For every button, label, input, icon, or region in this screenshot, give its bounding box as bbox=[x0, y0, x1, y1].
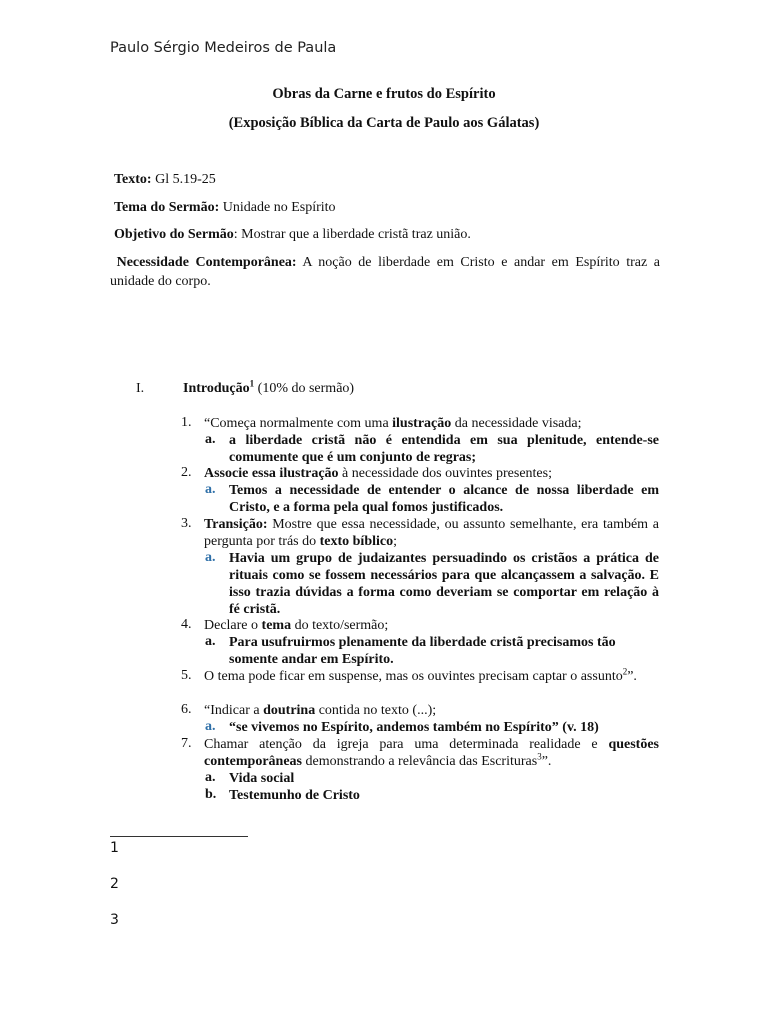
sub-letter-4a: a. bbox=[205, 634, 216, 649]
list-item-3-bold: Transição: bbox=[204, 517, 268, 532]
list-item-1-bold: ilustração bbox=[392, 416, 452, 431]
field-necessidade bbox=[110, 253, 660, 291]
list-item-7-text: Chamar atenção da igreja para uma determinada realidade e bbox=[204, 737, 609, 752]
list-item-3 bbox=[204, 516, 659, 550]
list-item-7-bold: questões contemporâneas bbox=[204, 737, 659, 769]
footnote-ref-2: 2 bbox=[622, 666, 628, 677]
sub-item-4a: Para usufruirmos plenamente da liberdade cristã precisamos tão somente andar em Espírito. bbox=[229, 635, 616, 667]
list-item-5-text: O tema pode ficar em suspense, mas os ouvintes precisam captar o assunto bbox=[204, 669, 623, 684]
list-item-5 bbox=[204, 668, 659, 685]
list-number-1: 1. bbox=[181, 415, 192, 430]
field-objetivo-label: Objetivo do Sermão bbox=[114, 227, 234, 242]
field-necessidade-value: A noção de liberdade em Cristo e andar em Espírito traz a unidade do corpo. bbox=[110, 255, 661, 289]
sub-item-3a: Havia um grupo de judaizantes persuadindo os cristãos a prática de rituais como se fossem necessários para que alcançassem a salvação. E isso trazia dúvidas a forma como deveriam se comportar em relação à fé cristã. bbox=[229, 551, 659, 617]
list-item-4-text: Declare o bbox=[204, 618, 262, 633]
document-title: Obras da Carne e frutos do Espírito bbox=[272, 86, 496, 102]
sub-letter-7b: b. bbox=[205, 787, 217, 802]
sub-letter-1a: a. bbox=[205, 432, 216, 447]
section-heading bbox=[183, 378, 355, 397]
list-number-6: 6. bbox=[181, 702, 192, 717]
field-tema bbox=[114, 198, 664, 217]
sub-letter-2a: a. bbox=[205, 482, 216, 497]
footnote-1: 1 bbox=[110, 840, 119, 856]
list-item-1-text-end: da necessidade visada; bbox=[451, 416, 582, 431]
section-title: Introdução bbox=[183, 381, 250, 396]
field-tema-value: Unidade no Espírito bbox=[219, 200, 336, 215]
list-item-3-text: Mostre que essa necessidade, ou assunto semelhante, era também a pergunta por trás do bbox=[204, 517, 659, 549]
list-item-6-bold: doutrina bbox=[263, 703, 316, 718]
list-item-2-text: à necessidade dos ouvintes presentes; bbox=[338, 466, 552, 481]
footnote-2: 2 bbox=[110, 876, 119, 892]
sub-item-6a: “se vivemos no Espírito, andemos também no Espírito” (v. 18) bbox=[229, 720, 599, 735]
list-number-2: 2. bbox=[181, 465, 192, 480]
list-item-6 bbox=[204, 702, 659, 719]
section-note: (10% do sermão) bbox=[254, 381, 355, 396]
sub-item-2a: Temos a necessidade de entender o alcance de nossa liberdade em Cristo, e a forma pela qual fomos justificados. bbox=[229, 483, 659, 515]
list-item-2 bbox=[204, 465, 659, 482]
footnote-separator bbox=[110, 836, 248, 837]
list-item-7-text-end: ”. bbox=[541, 754, 552, 769]
sub-letter-7a: a. bbox=[205, 770, 216, 785]
footnote-3: 3 bbox=[110, 912, 119, 928]
field-texto-value: Gl 5.19-25 bbox=[151, 172, 216, 187]
sub-letter-3a: a. bbox=[205, 550, 216, 565]
list-item-4-bold: tema bbox=[261, 618, 292, 633]
list-item-2-bold: Associe essa ilustração bbox=[204, 466, 339, 481]
list-number-4: 4. bbox=[181, 617, 192, 632]
list-item-4-text-end: do texto/sermão; bbox=[291, 618, 389, 633]
sub-item-1a: a liberdade cristã não é entendida em sua plenitude, entende-se comumente que é um conjunto de regras; bbox=[229, 433, 659, 465]
author-name: Paulo Sérgio Medeiros de Paula bbox=[110, 40, 337, 56]
field-objetivo bbox=[114, 225, 664, 244]
field-tema-label: Tema do Sermão: bbox=[114, 200, 220, 215]
list-number-7: 7. bbox=[181, 736, 192, 751]
list-item-1-text: “Começa normalmente com uma bbox=[204, 416, 393, 431]
list-item-3-bold2: texto bíblico bbox=[319, 534, 394, 549]
sub-item-7b: Testemunho de Cristo bbox=[229, 788, 360, 803]
field-texto bbox=[114, 170, 664, 189]
list-item-3-text-end: ; bbox=[393, 534, 397, 549]
field-texto-label: Texto: bbox=[114, 172, 152, 187]
list-number-5: 5. bbox=[181, 668, 192, 683]
list-item-6-text-end: contida no texto (...); bbox=[315, 703, 437, 718]
list-item-5-text-end: ”. bbox=[627, 669, 637, 684]
sub-item-7a: Vida social bbox=[229, 771, 295, 786]
section-numeral: I. bbox=[136, 381, 145, 396]
field-necessidade-label: Necessidade Contemporânea: bbox=[116, 255, 297, 270]
sub-letter-6a: a. bbox=[205, 719, 216, 734]
list-number-3: 3. bbox=[181, 516, 192, 531]
document-subtitle: (Exposição Bíblica da Carta de Paulo aos Gálatas) bbox=[228, 115, 540, 131]
list-item-6-text: “Indicar a bbox=[204, 703, 264, 718]
footnote-ref-1: 1 bbox=[249, 378, 255, 389]
list-item-1 bbox=[204, 415, 659, 432]
field-objetivo-value: : Mostrar que a liberdade cristã traz união. bbox=[233, 227, 471, 242]
list-item-7-text-mid: demonstrando a relevância das Escrituras bbox=[302, 754, 538, 769]
list-item-7 bbox=[204, 736, 659, 770]
list-item-4 bbox=[204, 617, 659, 634]
footnote-ref-3: 3 bbox=[537, 751, 542, 762]
